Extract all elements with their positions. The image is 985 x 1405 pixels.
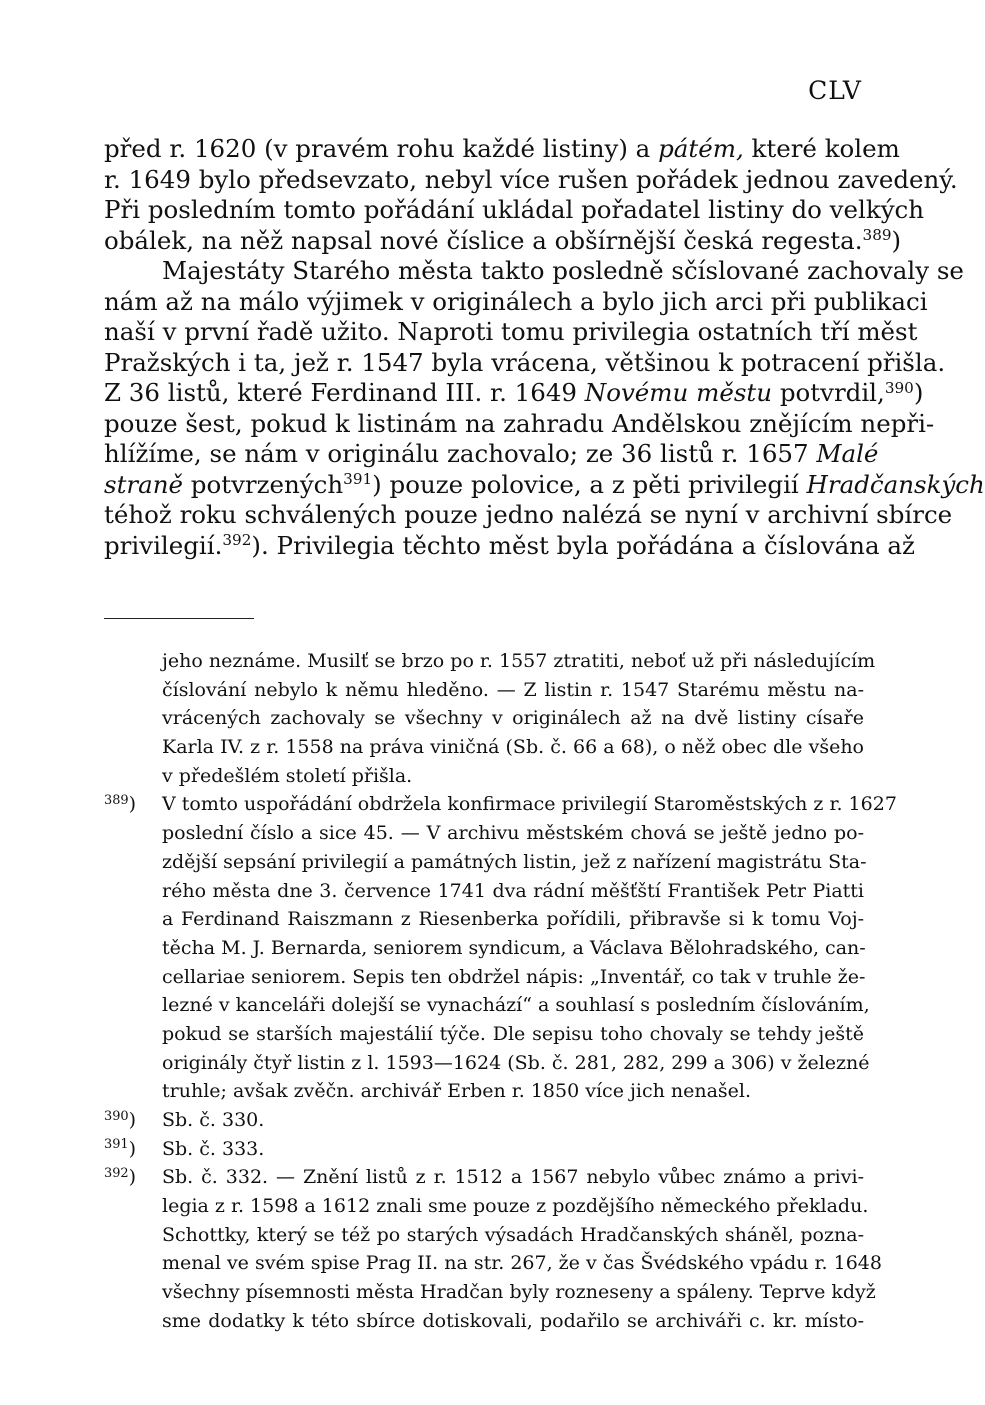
text-line: Při posledním tomto pořádání ukládal pořadatel listiny do velkých	[104, 195, 925, 224]
footnotes	[104, 647, 897, 1336]
text-line: Majestáty Starého města takto posledně sčíslované zachovaly se	[162, 256, 964, 285]
footnote-line: vrácených zachovaly se všechny v originálech až na dvě listiny císaře	[162, 707, 864, 730]
footnote-line: originály čtyř listin z l. 1593—1624 (Sb. č. 281, 282, 299 a 306) v železné	[162, 1051, 870, 1074]
footnote-line: zdější sepsání privilegií a památných listin, jež z nařízení magistrátu Sta-	[162, 850, 867, 873]
footnote-line: pokud se starších majestálií týče. Dle sepisu toho chovaly se tehdy ještě	[162, 1022, 864, 1045]
text-line: privilegií.$^{392}$). Privilegia těchto měst byla pořádána a číslována až	[104, 530, 915, 560]
text-line: r. 1649 bylo předsevzato, nebyl více rušen pořádek jednou zavedený.	[104, 164, 958, 194]
footnote-line: jeho neznáme. Musilť se brzo po r. 1557 ztratiti, neboť už při následujícím	[162, 650, 876, 672]
main-text	[104, 134, 985, 561]
footnote-number: $^{389}$)	[104, 792, 137, 816]
footnote-line: truhle; avšak zvěčn. archivář Erben r. 1850 více jich nenašel.	[162, 1080, 752, 1103]
footnote-391: $^{391}$) Sb. č. 333.	[104, 1135, 864, 1164]
page-number: CLV	[808, 76, 862, 105]
footnote-line: menal ve svém spise Prag II. na str. 267, že v čas Švédského vpádu r. 1648	[162, 1252, 882, 1275]
footnote-389: $^{389}$) V tomto uspořádání obdržela konfirmace privilegií Staroměstských z r. 1627	[104, 790, 864, 819]
text-line: straně potvrzených$^{391}$) pouze polovice, a z pěti privilegií Hradčanských	[104, 469, 985, 499]
footnote-line: těcha M. J. Bernarda, seniorem syndicum, a Václava Bělohradského, can-	[162, 936, 866, 959]
footnote-line: Schottky, který se též po starých výsadách Hradčanských sháněl, pozna-	[162, 1223, 864, 1246]
text-line: nám až na málo výjimek v originálech a bylo jich arci při publikaci	[104, 286, 928, 316]
footnote-line: a Ferdinand Raiszmann z Riesenberka pořídili, přibravše si k tomu Voj-	[162, 908, 864, 931]
footnote-line: sme dodatky k této sbírce dotiskovali, podařilo se archiváři c. kr. místo-	[162, 1309, 864, 1332]
text-line: před r. 1620 (v pravém rohu každé listiny) a pátém, které kolem	[104, 134, 900, 163]
footnote-line: cellariae seniorem. Sepis ten obdržel nápis: „Inventář, co tak v truhle že-	[162, 965, 866, 988]
text-line: téhož roku schválených pouze jedno nalézá se nyní v archivní sbírce	[104, 500, 953, 529]
text-line: obálek, na něž napsal nové číslice a obšírnější česká regesta.$^{389}$)	[104, 225, 902, 255]
text-line: naší v první řadě užito. Naproti tomu privilegia ostatních tří měst	[104, 317, 918, 346]
footnote-line: legia z r. 1598 a 1612 znali sme pouze z pozdějšího německého překladu.	[162, 1195, 869, 1218]
footnote-number: $^{391}$)	[104, 1137, 137, 1160]
text-line: Pražských i ta, jež r. 1547 byla vrácena, většinou k potracení přišla.	[104, 347, 946, 377]
footnote-line: číslování nebylo k němu hleděno. — Z listin r. 1547 Starému městu na-	[162, 678, 864, 701]
footnote-line: Karla IV. z r. 1558 na práva viničná (Sb. č. 66 a 68), o něž obec dle všeho	[162, 736, 864, 759]
footnote-390: $^{390}$) Sb. č. 330.	[104, 1106, 864, 1135]
footnote-line: poslední číslo a sice 45. — V archivu městském chová se ještě jedno po-	[162, 822, 864, 845]
footnote-line: lezné v kanceláři dolejší se vynachází“ a souhlasí s posledním číslováním,	[162, 994, 870, 1017]
footnote-number: $^{392}$)	[104, 1165, 137, 1189]
footnote-392: $^{392}$) Sb. č. 332. — Znění listů z r. 1512 a 1567 nebylo vůbec známo a privi-	[104, 1163, 864, 1192]
text-line: pouze šest, pokud k listinám na zahradu Andělskou znějícím nepři-	[104, 408, 935, 438]
text-line: hlížíme, se nám v originálu zachovalo; ze 36 listů r. 1657 Malé	[104, 439, 879, 468]
footnote-line: všechny písemnosti města Hradčan byly rozneseny a spáleny. Teprve když	[162, 1281, 876, 1304]
footnote-number: $^{390}$)	[104, 1108, 137, 1131]
footnote-separator	[104, 618, 254, 619]
footnote-line: rého města dne 3. července 1741 dva rádní měšťští František Petr Piatti	[162, 879, 864, 902]
footnote-line: v předešlém století přišla.	[162, 764, 413, 787]
text-line: Z 36 listů, které Ferdinand III. r. 1649 Novému městu potvrdil,$^{390}$)	[104, 378, 924, 407]
